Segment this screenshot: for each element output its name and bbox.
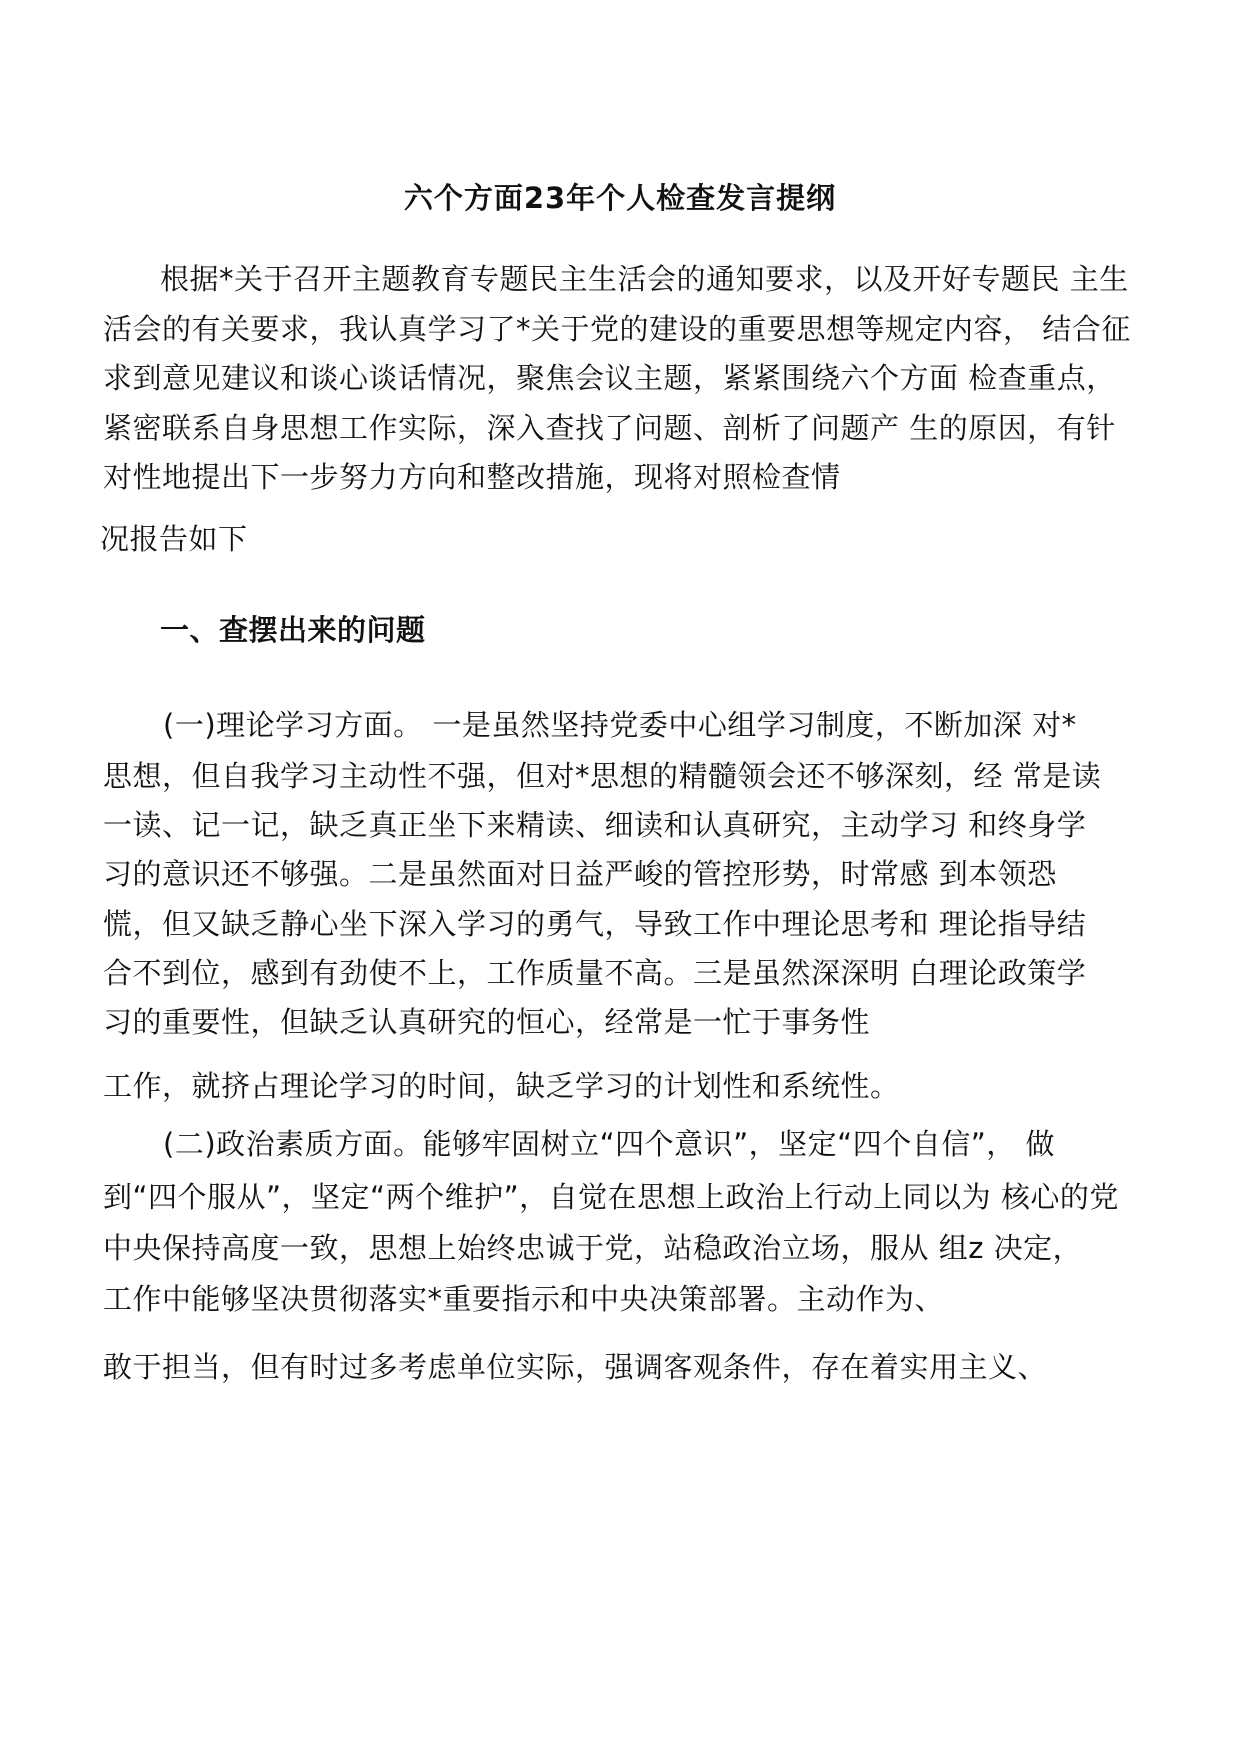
theory-line: 慌，但又缺乏静心坐下深入学习的勇气，导致工作中理论思考和 理论指导结 bbox=[103, 907, 1087, 941]
intro-line: 况报告如下 bbox=[100, 522, 248, 556]
theory-line: 合不到位，感到有劲使不上，工作质量不高。三是虽然深深明 白理论政策学 bbox=[103, 956, 1087, 990]
theory-line: (一)理论学习方面。 一是虽然坚持党委中心组学习制度，不断加深 对* bbox=[163, 708, 1077, 742]
intro-line: 根据*关于召开主题教育专题民主生活会的通知要求，以及开好专题民 主生 bbox=[160, 262, 1129, 296]
politics-line: 中央保持高度一致，思想上始终忠诚于党，站稳政治立场，服从 组z 决定， bbox=[103, 1231, 1083, 1265]
section-heading: 一、查摆出来的问题 bbox=[160, 613, 426, 647]
politics-line: 到“四个服从”，坚定“两个维护”，自觉在思想上政治上行动上同以为 核心的党 bbox=[103, 1180, 1119, 1214]
intro-line: 求到意见建议和谈心谈话情况，聚焦会议主题，紧紧围绕六个方面 检查重点， bbox=[103, 361, 1116, 395]
politics-line: (二)政治素质方面。能够牢固树立“四个意识”，坚定“四个自信”， 做 bbox=[163, 1127, 1055, 1161]
theory-line: 工作，就挤占理论学习的时间，缺乏学习的计划性和系统性。 bbox=[103, 1069, 900, 1103]
politics-line: 工作中能够坚决贯彻落实*重要指示和中央决策部署。主动作为、 bbox=[103, 1282, 945, 1316]
theory-line: 习的重要性，但缺乏认真研究的恒心，经常是一忙于事务性 bbox=[103, 1005, 871, 1039]
intro-line: 紧密联系自身思想工作实际，深入查找了问题、剖析了问题产 生的原因，有针 bbox=[103, 411, 1116, 445]
intro-line: 对性地提出下一步努力方向和整改措施，现将对照检查情 bbox=[103, 460, 841, 494]
politics-line: 敢于担当，但有时过多考虑单位实际，强调客观条件，存在着实用主义、 bbox=[103, 1350, 1048, 1384]
theory-line: 一读、记一记，缺乏真正坐下来精读、细读和认真研究，主动学习 和终身学 bbox=[103, 808, 1087, 842]
document-title: 六个方面23年个人检查发言提纲 bbox=[403, 181, 837, 215]
theory-line: 习的意识还不够强。二是虽然面对日益严峻的管控形势，时常感 到本领恐 bbox=[103, 857, 1057, 891]
theory-line: 思想，但自我学习主动性不强，但对*思想的精髓领会还不够深刻，经 常是读 bbox=[103, 759, 1102, 793]
intro-line: 活会的有关要求，我认真学习了*关于党的建设的重要思想等规定内容， 结合征 bbox=[103, 312, 1131, 346]
